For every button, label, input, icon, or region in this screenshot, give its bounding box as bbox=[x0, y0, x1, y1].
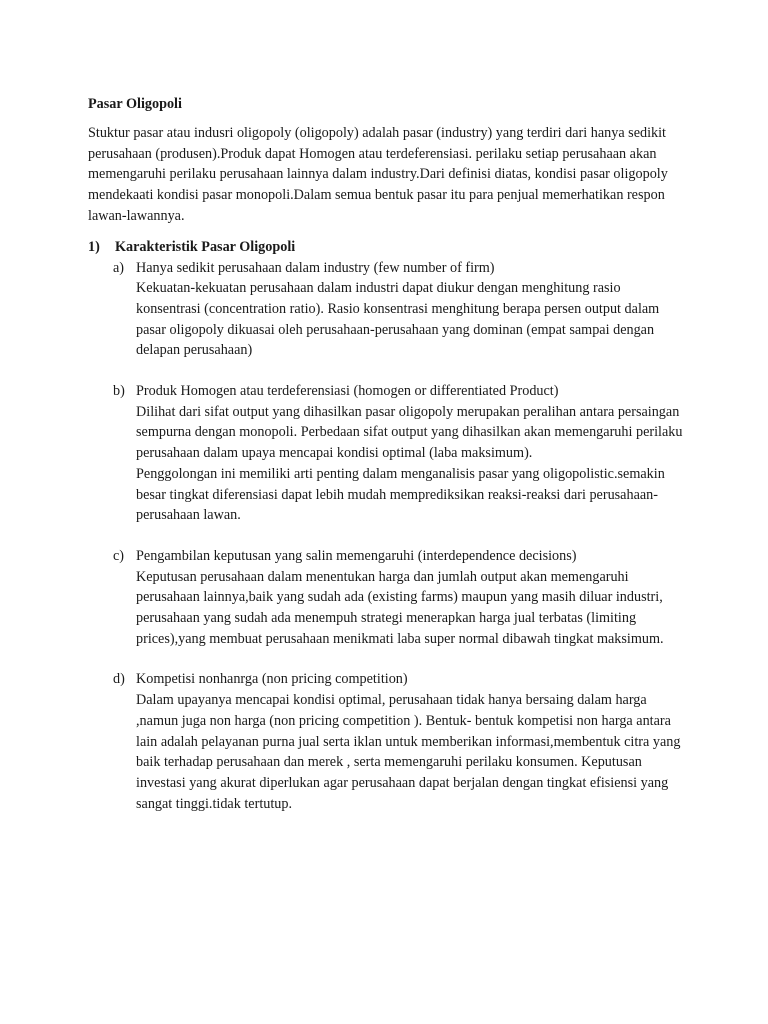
list-item-heading: Hanya sedikit perusahaan dalam industry (few number of firm) bbox=[136, 259, 495, 276]
section-number: 1) bbox=[88, 238, 100, 255]
list-item-body bbox=[136, 258, 688, 362]
page-title: Pasar Oligopoli bbox=[88, 96, 182, 112]
list-item-paragraph: Keputusan perusahaan dalam menentukan harga dan jumlah output akan memengaruhi perusahaan lainnya,baik yang sudah ada (existing farms) maupun yang masih diluar industri, perusahaan yang sudah ada menempuh strategi menerapkan harga jual terbatas (limiting prices),yang membuat perusahaan menikmati laba super normal dibawah tingkat maksimum. bbox=[136, 568, 664, 647]
section-heading-text: Karakteristik Pasar Oligopoli bbox=[115, 238, 296, 255]
list-item-heading: Kompetisi nonhanrga (non pricing competition) bbox=[136, 671, 408, 688]
list-item-letter: d) bbox=[113, 671, 125, 688]
list-item bbox=[113, 258, 688, 362]
list-item-body bbox=[136, 546, 688, 650]
list-item-paragraph: Penggolongan ini memiliki arti penting dalam menganalisis pasar yang oligopolistic.semakin besar tingkat diferensiasi dapat lebih mudah memprediksikan reaksi-reaksi dari perusahaan-perusahaan lawan. bbox=[136, 465, 665, 524]
list-item bbox=[113, 546, 688, 650]
characteristics-list bbox=[88, 258, 688, 815]
list-item-heading: Produk Homogen atau terdeferensiasi (homogen or differentiated Product) bbox=[136, 383, 559, 400]
list-item-paragraph: Dilihat dari sifat output yang dihasilkan pasar oligopoly merupakan peralihan antara persaingan sempurna dengan monopoli. Perbedaan sifat output yang dihasilkan akan memengaruhi perilaku perusahaan dalam upaya mencapai kondisi optimal (laba maksimum). bbox=[136, 403, 683, 462]
list-item-paragraph: Kekuatan-kekuatan perusahaan dalam industri dapat diukur dengan menghitung rasio konsentrasi (concentration ratio). Rasio konsentrasi menghitung berapa persen output dalam pasar oligopoly dikuasai oleh perusahaan-perusahaan yang dominan (empat sampai dengan delapan perusahaan) bbox=[136, 280, 660, 359]
list-item bbox=[113, 669, 688, 814]
list-item-body bbox=[136, 669, 688, 814]
list-item-paragraph: Dalam upayanya mencapai kondisi optimal, perusahaan tidak hanya bersaing dalam harga ,namun juga non harga (non pricing competition ). Bentuk- bentuk kompetisi non harga antara lain adalah pelayanan purna jual serta iklan untuk memberikan informasi,membentuk citra yang baik terhadap perusahaan dan merek , serta memengaruhi perilaku konsumen. Keputusan investasi yang akurat diperlukan agar perusahaan dapat berjalan dengan tingkat efisiensi yang sangat tinggi.tidak tertutup. bbox=[136, 692, 681, 812]
list-item-body bbox=[136, 381, 688, 526]
intro-paragraph: Stuktur pasar atau indusri oligopoly (oligopoly) adalah pasar (industry) yang terdiri dari hanya sedikit perusahaan (produsen).Produk dapat Homogen atau terdeferensiasi. perilaku setiap perusahaan akan memengaruhi perilaku perusahaan lainnya dalam industry.Dari definisi diatas, kondisi pasar oligopoly mendekaati kondisi pasar monopoli.Dalam semua bentuk pasar itu para penjual memerhatikan respon lawan-lawannya. bbox=[88, 125, 668, 224]
section-heading bbox=[88, 237, 688, 258]
list-item bbox=[113, 381, 688, 526]
list-item-heading: Pengambilan keputusan yang salin memengaruhi (interdependence decisions) bbox=[136, 547, 577, 564]
list-item-letter: b) bbox=[113, 383, 125, 400]
list-item-letter: a) bbox=[113, 259, 125, 276]
list-item-letter: c) bbox=[113, 547, 125, 564]
